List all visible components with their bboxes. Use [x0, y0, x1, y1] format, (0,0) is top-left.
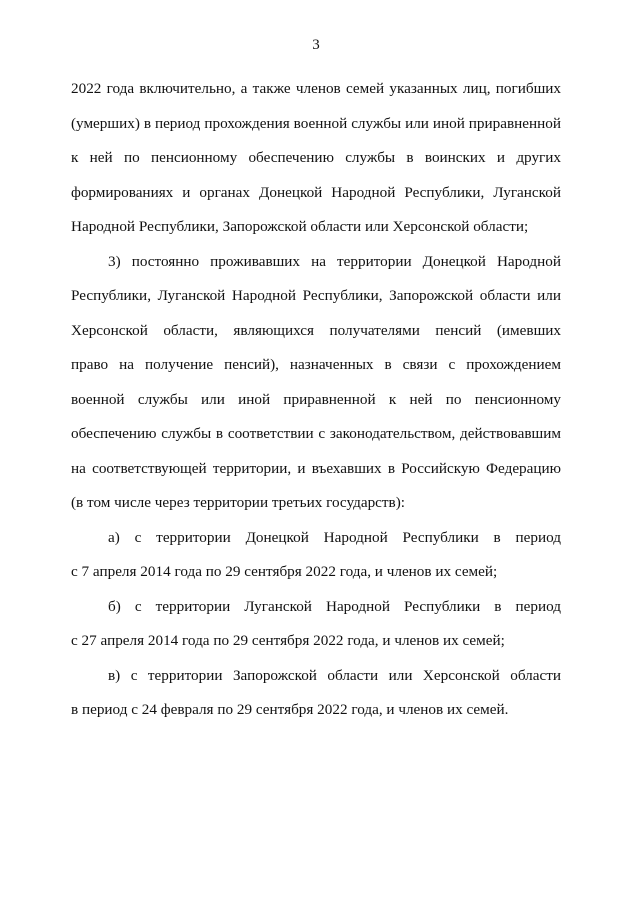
- page-number: 3: [312, 37, 320, 53]
- text-line: в период с 24 февраля по 29 сентября 2022 года, и членов их семей.: [71, 701, 509, 718]
- body-text: [71, 72, 561, 728]
- text-line: на соответствующей территории, и въехавших в Российскую Федерацию: [71, 459, 561, 477]
- text-line: Республики, Луганской Народной Республики, Запорожской области или: [71, 287, 561, 304]
- text-line: Херсонской области, являющихся получателями пенсий (имевших: [71, 321, 561, 339]
- text-line: 3) постоянно проживавших на территории Донецкой Народной: [108, 252, 561, 270]
- text-line: в) с территории Запорожской области или Херсонской области: [108, 666, 561, 684]
- text-line: а) с территории Донецкой Народной Республики в период: [108, 528, 561, 546]
- text-line: формированиях и органах Донецкой Народной Республики, Луганской: [71, 183, 561, 201]
- text-line: к ней по пенсионному обеспечению службы в воинских и других: [71, 149, 561, 166]
- text-line: обеспечению службы в соответствии с законодательством, действовавшим: [71, 425, 561, 442]
- text-line: с 27 апреля 2014 года по 29 сентября 2022 года, и членов их семей;: [71, 632, 505, 649]
- text-line: 2022 года включительно, а также членов семей указанных лиц, погибших: [71, 80, 561, 97]
- text-line: Народной Республики, Запорожской области или Херсонской области;: [71, 218, 529, 235]
- text-line: право на получение пенсий), назначенных в связи с прохождением: [71, 356, 561, 373]
- text-line: с 7 апреля 2014 года по 29 сентября 2022 года, и членов их семей;: [71, 563, 498, 580]
- text-line: военной службы или иной приравненной к ней по пенсионному: [71, 390, 561, 408]
- text-line: (умерших) в период прохождения военной службы или иной приравненной: [71, 114, 561, 132]
- text-line: б) с территории Луганской Народной Республики в период: [108, 597, 561, 615]
- text-line: (в том числе через территории третьих государств):: [71, 494, 405, 511]
